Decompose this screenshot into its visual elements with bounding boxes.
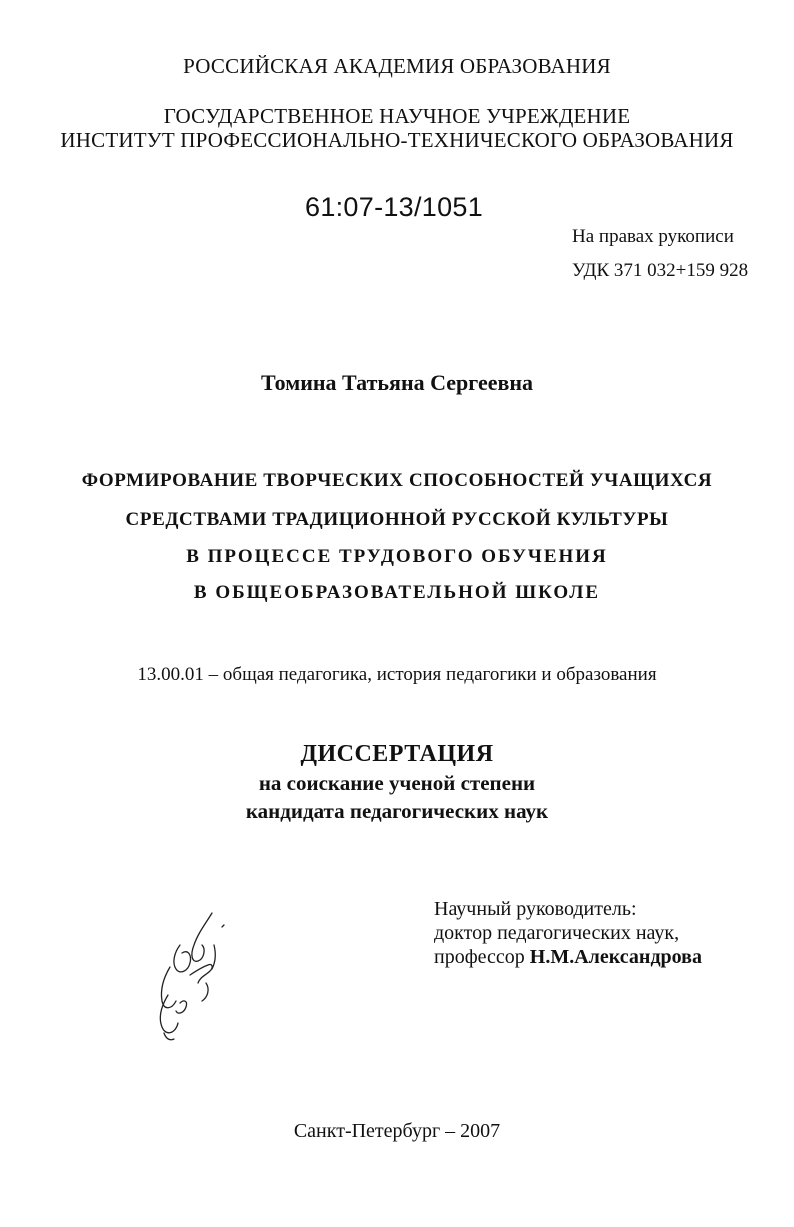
supervisor-title: профессор [434, 946, 525, 968]
title-line-1: ФОРМИРОВАНИЕ ТВОРЧЕСКИХ СПОСОБНОСТЕЙ УЧАЩИХСЯ [81, 470, 713, 491]
title-line-4: В ОБЩЕОБРАЗОВАТЕЛЬНОЙ ШКОЛЕ [193, 582, 601, 603]
specialty: 13.00.01 – общая педагогика, история педагогики и образования [137, 664, 657, 685]
supervisor-label: Научный руководитель: [434, 898, 637, 920]
title-line-3: В ПРОЦЕССЕ ТРУДОВОГО ОБУЧЕНИЯ [186, 546, 608, 567]
supervisor-name: Н.М.Александрова [529, 946, 702, 968]
dissertation-line-2: кандидата педагогических наук [245, 799, 549, 823]
udc-code: УДК 371 032+159 928 [572, 260, 749, 281]
dissertation-line-1: на соискание ученой степени [258, 771, 536, 795]
institution-line-2: ИНСТИТУТ ПРОФЕССИОНАЛЬНО-ТЕХНИЧЕСКОГО ОБРАЗОВАНИЯ [60, 128, 734, 152]
catalog-code: 61:07-13/1051 [305, 192, 484, 222]
academy-name: РОССИЙСКАЯ АКАДЕМИЯ ОБРАЗОВАНИЯ [183, 54, 611, 78]
institution-line-1: ГОСУДАРСТВЕННОЕ НАУЧНОЕ УЧРЕЖДЕНИЕ [163, 104, 631, 128]
supervisor-degree: доктор педагогических наук, [434, 922, 680, 944]
manuscript-rights: На правах рукописи [572, 226, 734, 247]
title-line-2: СРЕДСТВАМИ ТРАДИЦИОННОЙ РУССКОЙ КУЛЬТУРЫ [125, 509, 669, 530]
city-year: Санкт-Петербург – 2007 [293, 1120, 501, 1142]
dissertation-heading: ДИССЕРТАЦИЯ [300, 741, 494, 767]
handwritten-signature [150, 905, 240, 1045]
author-name: Томина Татьяна Сергеевна [260, 370, 534, 395]
supervisor-title-name [434, 946, 702, 969]
